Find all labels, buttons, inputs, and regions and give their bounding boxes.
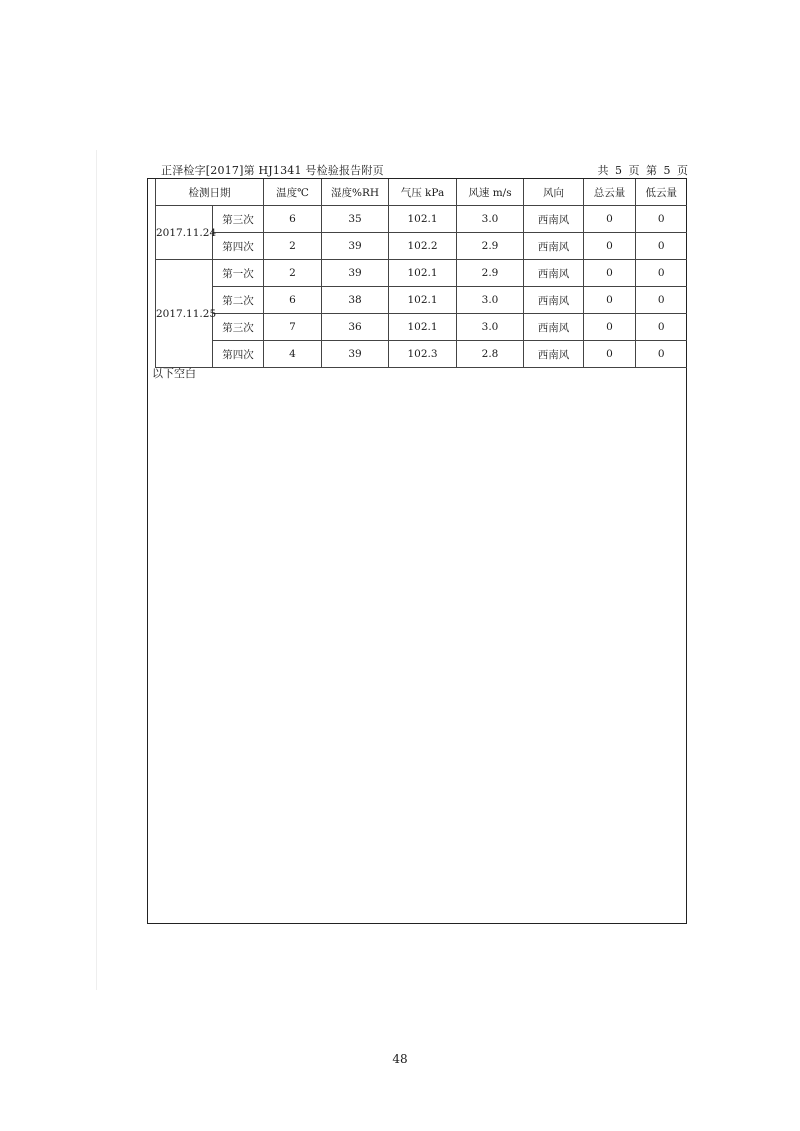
pages-total: 共 5 页 — [597, 164, 640, 177]
wind-dir-cell: 西南风 — [524, 233, 584, 260]
col-header-total-cloud: 总云量 — [584, 179, 636, 206]
session-cell: 第三次 — [213, 314, 264, 341]
wind-speed-cell: 2.9 — [457, 233, 524, 260]
pressure-cell: 102.1 — [389, 287, 457, 314]
humidity-cell: 39 — [322, 233, 389, 260]
col-header-low-cloud: 低云量 — [636, 179, 687, 206]
scan-edge-shadow — [96, 150, 97, 990]
session-cell: 第二次 — [213, 287, 264, 314]
total-cloud-cell: 0 — [584, 341, 636, 368]
total-cloud-cell: 0 — [584, 260, 636, 287]
table-header-row — [156, 179, 687, 206]
col-header-wind-speed: 风速 m/s — [457, 179, 524, 206]
table-row — [156, 260, 687, 287]
total-cloud-cell: 0 — [584, 206, 636, 233]
pressure-cell: 102.1 — [389, 260, 457, 287]
wind-dir-cell: 西南风 — [524, 341, 584, 368]
col-header-date: 检测日期 — [156, 179, 264, 206]
pressure-cell: 102.1 — [389, 314, 457, 341]
low-cloud-cell: 0 — [636, 341, 687, 368]
low-cloud-cell: 0 — [636, 206, 687, 233]
humidity-cell: 35 — [322, 206, 389, 233]
table-row — [156, 233, 687, 260]
temp-cell: 2 — [264, 233, 322, 260]
humidity-cell: 38 — [322, 287, 389, 314]
col-header-temp: 温度℃ — [264, 179, 322, 206]
temp-cell: 2 — [264, 260, 322, 287]
total-cloud-cell: 0 — [584, 287, 636, 314]
pressure-cell: 102.1 — [389, 206, 457, 233]
temp-cell: 6 — [264, 206, 322, 233]
total-cloud-cell: 0 — [584, 314, 636, 341]
wind-dir-cell: 西南风 — [524, 206, 584, 233]
low-cloud-cell: 0 — [636, 260, 687, 287]
humidity-cell: 39 — [322, 260, 389, 287]
report-id: 正泽检字[2017]第 HJ1341 号检验报告附页 — [161, 164, 384, 177]
session-cell: 第四次 — [213, 233, 264, 260]
wind-speed-cell: 3.0 — [457, 314, 524, 341]
low-cloud-cell: 0 — [636, 314, 687, 341]
humidity-cell: 39 — [322, 341, 389, 368]
wind-dir-cell: 西南风 — [524, 260, 584, 287]
pressure-cell: 102.2 — [389, 233, 457, 260]
wind-speed-cell: 2.9 — [457, 260, 524, 287]
table-row — [156, 287, 687, 314]
pressure-cell: 102.3 — [389, 341, 457, 368]
session-cell: 第三次 — [213, 206, 264, 233]
page-number: 48 — [392, 1052, 408, 1066]
report-frame — [147, 178, 687, 924]
col-header-wind-dir: 风向 — [524, 179, 584, 206]
wind-speed-cell: 3.0 — [457, 287, 524, 314]
wind-dir-cell: 西南风 — [524, 314, 584, 341]
wind-speed-cell: 3.0 — [457, 206, 524, 233]
wind-speed-cell: 2.8 — [457, 341, 524, 368]
session-cell: 第四次 — [213, 341, 264, 368]
temp-cell: 6 — [264, 287, 322, 314]
session-cell: 第一次 — [213, 260, 264, 287]
temp-cell: 7 — [264, 314, 322, 341]
humidity-cell: 36 — [322, 314, 389, 341]
page-indicator — [598, 162, 689, 178]
page-current: 第 5 页 — [646, 164, 688, 177]
low-cloud-cell: 0 — [636, 233, 687, 260]
col-header-pressure: 气压 kPa — [389, 179, 457, 206]
blank-below-note: 以下空白 — [152, 367, 196, 380]
table-row — [156, 314, 687, 341]
col-header-humidity: 湿度%RH — [322, 179, 389, 206]
low-cloud-cell: 0 — [636, 287, 687, 314]
table-row — [156, 341, 687, 368]
wind-dir-cell: 西南风 — [524, 287, 584, 314]
table-row — [156, 206, 687, 233]
date-cell: 2017.11.25 — [156, 260, 213, 368]
temp-cell: 4 — [264, 341, 322, 368]
total-cloud-cell: 0 — [584, 233, 636, 260]
date-cell: 2017.11.24 — [156, 206, 213, 260]
weather-data-table — [155, 179, 687, 368]
